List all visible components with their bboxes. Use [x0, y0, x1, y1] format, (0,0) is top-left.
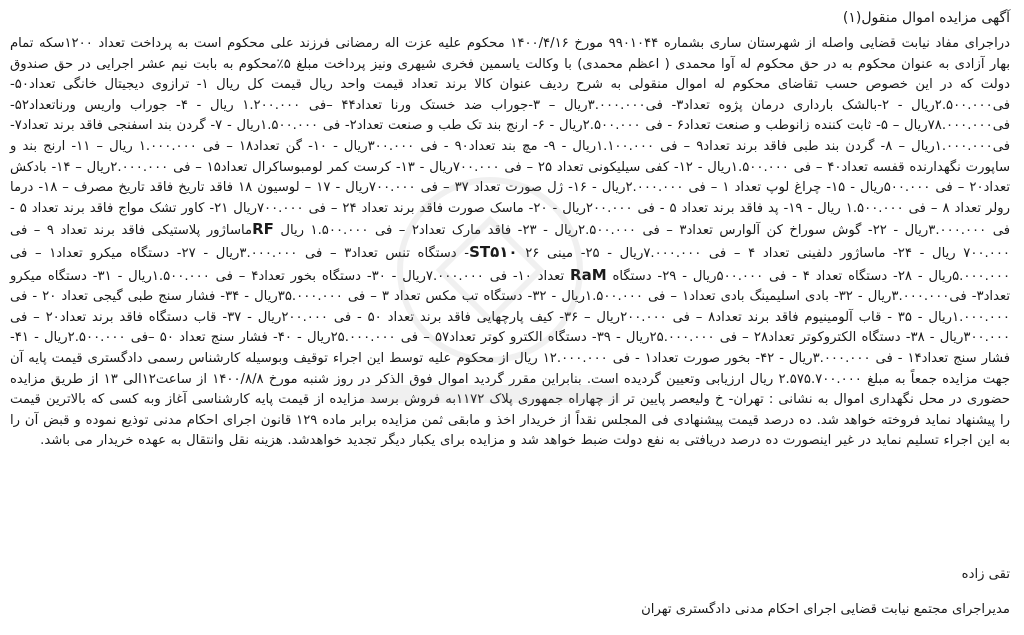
notice-body-part-3: ۲۶- دستگاه تنس تعداد۳ – فی ۳.۰۰۰.۰۰۰ریال - ۲۷- دستگاه میکرو تعداد۱ – فی ۵.۰۰۰.۰۰۰ریال - ۲۸- دستگاه تعداد ۴ - فی ۵۰۰.۰۰۰ریال - ۲۹- دستگاه — [10, 245, 1011, 284]
notice-body-part-1: دراجرای مفاد نیابت قضایی واصله از شهرستان ساری بشماره ۹۹۰۱۰۴۴ مورخ ۱۴۰۰/۴/۱۶ محکوم علیه عزت اله رمضانی فرزند علی محکوم است به پرداخت تعداد ۱۲۰۰سکه تمام بهار آزادی به عنوان محکوم به در حق محکوم له آوا محمدی ( اعظم محمدی) با وکالت یاسمین فخری شیهری ونیز پرداخت مبلغ ۵٪محکوم به بابت نیم عشر اجرایی در حق صندوق دولت که در این خصوص حسب تقاضای محکوم له اموال منقولی به شرح ردیف عنوان کالا برند تعداد قیمت واحد ریال قیمت کل ریال ۱- ترازوی دیجیتال خانگی تعداد۵۰-فی۲.۵۰۰.۰۰۰ریال - ۲-بالشک بارداری درمان پژوه تعداد۳- فی۳.۰۰۰.۰۰۰ریال – ۳-جوراب ضد خستک ورنا تعداد۴۴ –فی ۱.۲۰۰.۰۰۰ ریال - ۴- جوراب واریس ورناتعداد۵۲- فی۷۸.۰۰۰.۰۰۰ریال – ۵- ثابت کننده زانوطب و صنعت تعداد۶ - فی ۲.۵۰۰.۰۰۰ریال - ۶- ارنج بند تک طب و صنعت تعداد۲- فی ۱.۵۰۰.۰۰۰ریال - ۷- گردن بند اسفنجی فاقد برند تعداد۷- فی۱.۰۰۰.۰۰۰ریال – ۸- گردن بند طبی فاقد برند تعداد۹ – فی ۱.۱۰۰.۰۰۰ریال - ۹- مچ بند تعداد۹۰ - فی ۳۰۰.۰۰۰ریال - ۱۰- گن تعداد۱۸ – فی ۱.۰۰۰.۰۰۰ ریال – ۱۱- ارنج بند و ساپورت نگهدارنده قفسه تعداد۴۰ – فی ۱.۵۰۰.۰۰۰ریال - ۱۲- کفی سیلیکونی تعداد ۲۵ – فی ۷۰۰.۰۰۰ریال - ۱۳- کرست کمر لومبوساکرال تعداد۱۵ – فی ۲.۰۰۰.۰۰۰ریال – ۱۴- بادکش تعداد۲۰ – فی ۵۰۰.۰۰۰ریال - ۱۵- چراغ لوپ تعداد ۱ – فی ۲.۰۰۰.۰۰۰ریال - ۱۶- ژل صورت تعداد ۳۷ – فی ۷۰۰.۰۰۰ریال - ۱۷ – لوسیون ۱۸ فاقد تاریخ فاقد تاریخ مصرف – ۱۸- درما رولر تعداد ۸ – فی ۱.۵۰۰.۰۰۰ ریال - ۱۹- پد فاقد برند تعداد ۵ - فی ۲۰۰.۰۰۰ریال - ۲۰- ماسک صورت فاقد برند تعداد ۲۴ – فی ۷۰۰.۰۰۰ریال ۲۱- کاور تشک مواج فاقد برند تعداد ۵ - فی ۳.۰۰۰.۰۰۰ریال - ۲۲- گوش سوراخ کن آلوارس تعداد۳ – فی ۲.۵۰۰.۰۰۰ریال - ۲۳- فاقد مارک تعداد۲ – فی ۱.۵۰۰.۰۰۰ ریال — [10, 36, 1011, 239]
notice-body-latin-rf: RF — [252, 220, 274, 239]
notice-body-latin-st510: ST۵۱۰ — [469, 242, 518, 261]
notice-body-part-2: ماساژور پلاستیکی فاقد برند تعداد ۹ – فی ۷۰۰.۰۰۰ ریال - ۲۴- ماساژور دلفینی تعداد ۴ – فی ۷.۰۰۰.۰۰۰ریال - ۲۵- مینی — [10, 223, 1010, 261]
signer-name: تقی زاده — [961, 567, 1010, 582]
notice-body-part-4: تعداد ۱۰- فی ۷.۰۰۰.۰۰۰ریال - ۳۰- دستگاه بخور تعداد۴ – فی ۱.۵۰۰.۰۰۰ریال - ۳۱- دستگاه میکرو تعداد۳- فی۳.۰۰۰.۰۰۰ریال - ۳۲- بادی اسلیمینگ بادی تعداد۱ – فی ۱.۵۰۰.۰۰۰ریال - ۳۲- دستگاه تب مکس تعداد ۳ – فی ۳۵.۰۰۰.۰۰۰ریال - ۳۴- فشار سنج طبی گیجی تعداد ۲۰ - فی ۱.۰۰۰.۰۰۰ریال - ۳۵ - قاب آلومینیوم فاقد برند تعداد۸ – فی ۲۰۰.۰۰۰ریال – ۳۶- کیف پارچهایی فاقد برند تعداد ۵۰ - فی ۲۰۰.۰۰۰ریال - ۳۷- قاب دستگاه فاقد برند تعداد۲۰ – فی ۳۰۰.۰۰۰ریال - ۳۸- دستگاه الکتروکوتر تعداد۲۸ – فی ۲۵.۰۰۰.۰۰۰ریال - ۳۹- دستگاه الکترو کوتر تعداد۵۷ – فی ۲۵.۰۰۰.۰۰۰ریال - ۴۰- فشار سنج تعداد ۵۰ –فی ۲.۵۰۰.۰۰۰ریال - ۴۱- فشار سنج تعداد۱۴ - فی ۳.۰۰۰.۰۰۰ریال - ۴۲- بخور صورت تعداد۱ - فی ۱۲.۰۰۰.۰۰۰ ریال از محکوم علیه توسط این اجراء توقیف وبوسیله کارشناس رسمی دادگستری قیمت پایه آن جهت مزایده جمعاً به مبلغ ۲.۵۷۵.۷۰۰.۰۰۰ ریال ارزیابی وتعیین گردیده است. بنابراین مقرر گردید اموال فوق الذکر در روز شنبه مورخ ۱۴۰۰/۸/۸ از ساعت۱۲الی ۱۳ از طریق مزایده حضوری در محل نگهداری اموال به نشانی : تهران- خ ولیعصر پایین تر از چهاراه جمهوری پلاک ۱۱۷۲به فروش برسد مزایده از قیمت پایه کارشناسی آغاز وبه کسی که بالاترین قیمت را پیشنهاد نماید فروخته خواهد شد. ده درصد قیمت پیشنهادی فی المجلس نقداً از خریدار اخذ و مابقی ثمن مزایده برابر ماده ۱۲۹ قانون اجرای احکام مدنی توذیع نموده و قبض آن را به این اجراء تسلیم نماید در غیر اینصورت ده درصد دریافتی به نفع دولت ضبط خواهد شد و مزایده برای یکبار دیگر تجدید خواهدشد. هزینه نقل وانتقال به عهده خریدار می باشد. — [10, 268, 1011, 449]
notice-body — [10, 34, 1010, 452]
notice-body-latin-ram: RaM — [570, 265, 607, 284]
signer-role: مدیراجرای مجتمع نیابت قضایی اجرای احکام مدنی دادگستری تهران — [641, 602, 1010, 617]
notice-title: آگهی مزایده اموال منقول(۱) — [842, 10, 1010, 26]
